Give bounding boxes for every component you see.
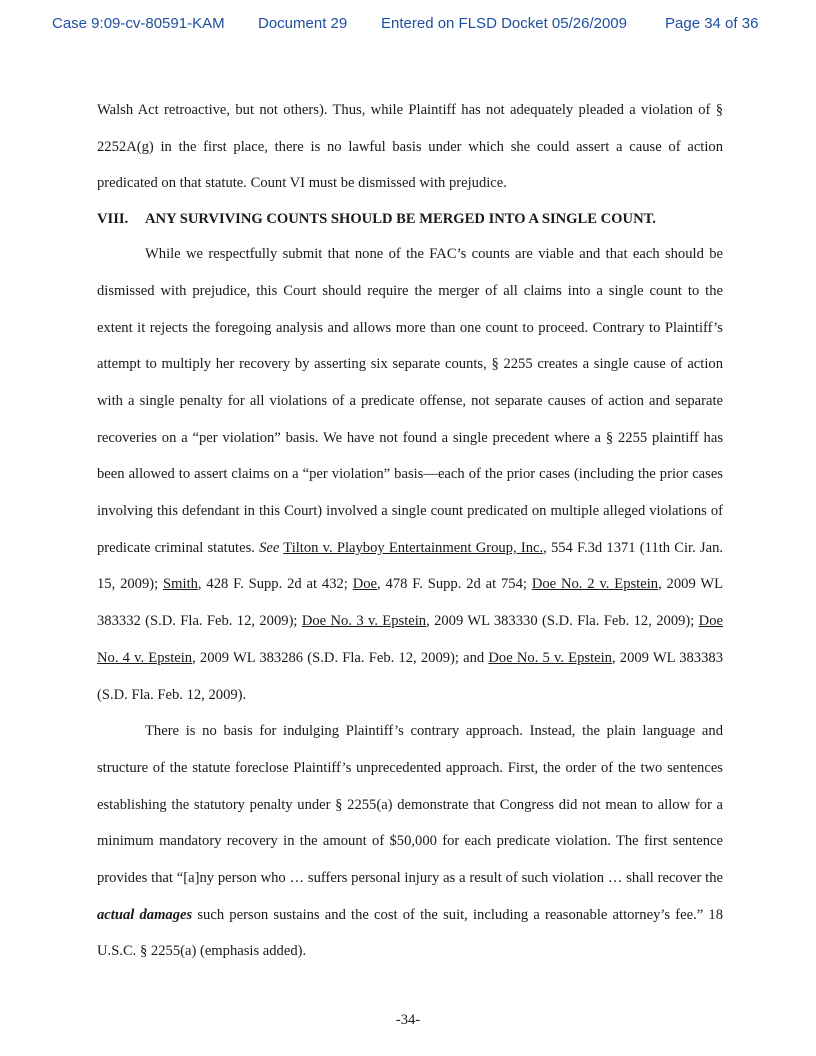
section-number: VIII. bbox=[97, 211, 129, 228]
paragraph-text: such person sustains and the cost of the suit, including a reasonable attorney’s fee.” 18 U.S.C. § 2255(a) (emphasis added). bbox=[97, 906, 723, 960]
paragraph-statute-structure bbox=[97, 713, 723, 970]
citation-text: , 478 F. Supp. 2d at 754; bbox=[377, 576, 532, 593]
page-number: -34- bbox=[395, 1012, 421, 1028]
paragraph-text: Walsh Act retroactive, but not others). Thus, while Plaintiff has not adequately pleaded a violation of § 2252A(g) in the first place, there is no lawful basis under which she could assert a cause of action predicated on that statute. Count VI must be dismissed with prejudice. bbox=[97, 102, 723, 192]
citation-smith: Smith bbox=[163, 576, 198, 593]
emphasis-actual-damages: actual damages bbox=[97, 906, 193, 923]
section-title: ANY SURVIVING COUNTS SHOULD BE MERGED INTO A SINGLE COUNT. bbox=[145, 211, 656, 228]
header-case-number: Case 9:09-cv-80591-KAM bbox=[52, 15, 225, 32]
paragraph-walsh-act bbox=[97, 92, 723, 202]
citation-doe: Doe bbox=[352, 576, 378, 593]
citation-text: , 2009 WL 383286 (S.D. Fla. Feb. 12, 2009); and bbox=[192, 649, 489, 666]
citation-doe-no-5: Doe No. 5 v. Epstein bbox=[488, 649, 612, 666]
paragraph-text: There is no basis for indulging Plaintiff’s contrary approach. Instead, the plain language and structure of the statute foreclose Plaintiff’s unprecedented approach. First, the order of the two sentences establishing the statutory penalty under § 2255(a) demonstrate that Congress did not mean to allow for a minimum mandatory recovery in the amount of $50,000 for each predicate violation. The first sentence provides that “[a]ny person who … suffers personal injury as a result of such violation … shall recover the bbox=[97, 723, 723, 887]
page-number-footer bbox=[0, 1012, 816, 1029]
document-body bbox=[97, 92, 723, 970]
citation-text: , 2009 WL 383332 (S.D. Fla. Feb. 12, 2009); bbox=[97, 576, 724, 630]
header-page-count: Page 34 of 36 bbox=[665, 15, 759, 32]
citation-text: , 554 F.3d 1371 (11th Cir. Jan. 15, 2009); bbox=[97, 539, 724, 593]
citation-tilton: Tilton v. Playboy Entertainment Group, Inc. bbox=[283, 539, 544, 556]
paragraph-text: While we respectfully submit that none of the FAC’s counts are viable and that each should be dismissed with prejudice, this Court should require the merger of all claims into a single count to the extent it rejects the foregoing analysis and allows more than one count to proceed. Contrary to Plaintiff’s attempt to multiply her recovery by asserting six separate counts, § 2255 creates a single cause of action with a single penalty for all violations of a predicate offense, not separate causes of action and separate recoveries on a “per violation” basis. We have not found a single precedent where a § 2255 plaintiff has been allowed to assert claims on a “per violation” basis—each of the prior cases (including the prior cases involving this defendant in this Court) involved a single count predicated on multiple alleged violations of predicate criminal statutes. bbox=[97, 246, 723, 556]
signal-see: See bbox=[259, 539, 280, 556]
citation-text: , 2009 WL 383330 (S.D. Fla. Feb. 12, 2009); bbox=[426, 613, 699, 630]
citation-text: , 2009 WL 383383 (S.D. Fla. Feb. 12, 2009). bbox=[97, 649, 723, 703]
paragraph-merger-argument bbox=[97, 236, 723, 713]
citation-doe-no-2: Doe No. 2 v. Epstein bbox=[531, 576, 659, 593]
citation-doe-no-4: Doe No. 4 v. Epstein bbox=[97, 613, 723, 666]
citation-text: , 428 F. Supp. 2d at 432; bbox=[197, 576, 353, 593]
header-document-number: Document 29 bbox=[258, 15, 348, 32]
header-docket-entry: Entered on FLSD Docket 05/26/2009 bbox=[381, 15, 627, 32]
citation-doe-no-3: Doe No. 3 v. Epstein bbox=[301, 613, 427, 630]
section-heading bbox=[97, 202, 723, 236]
